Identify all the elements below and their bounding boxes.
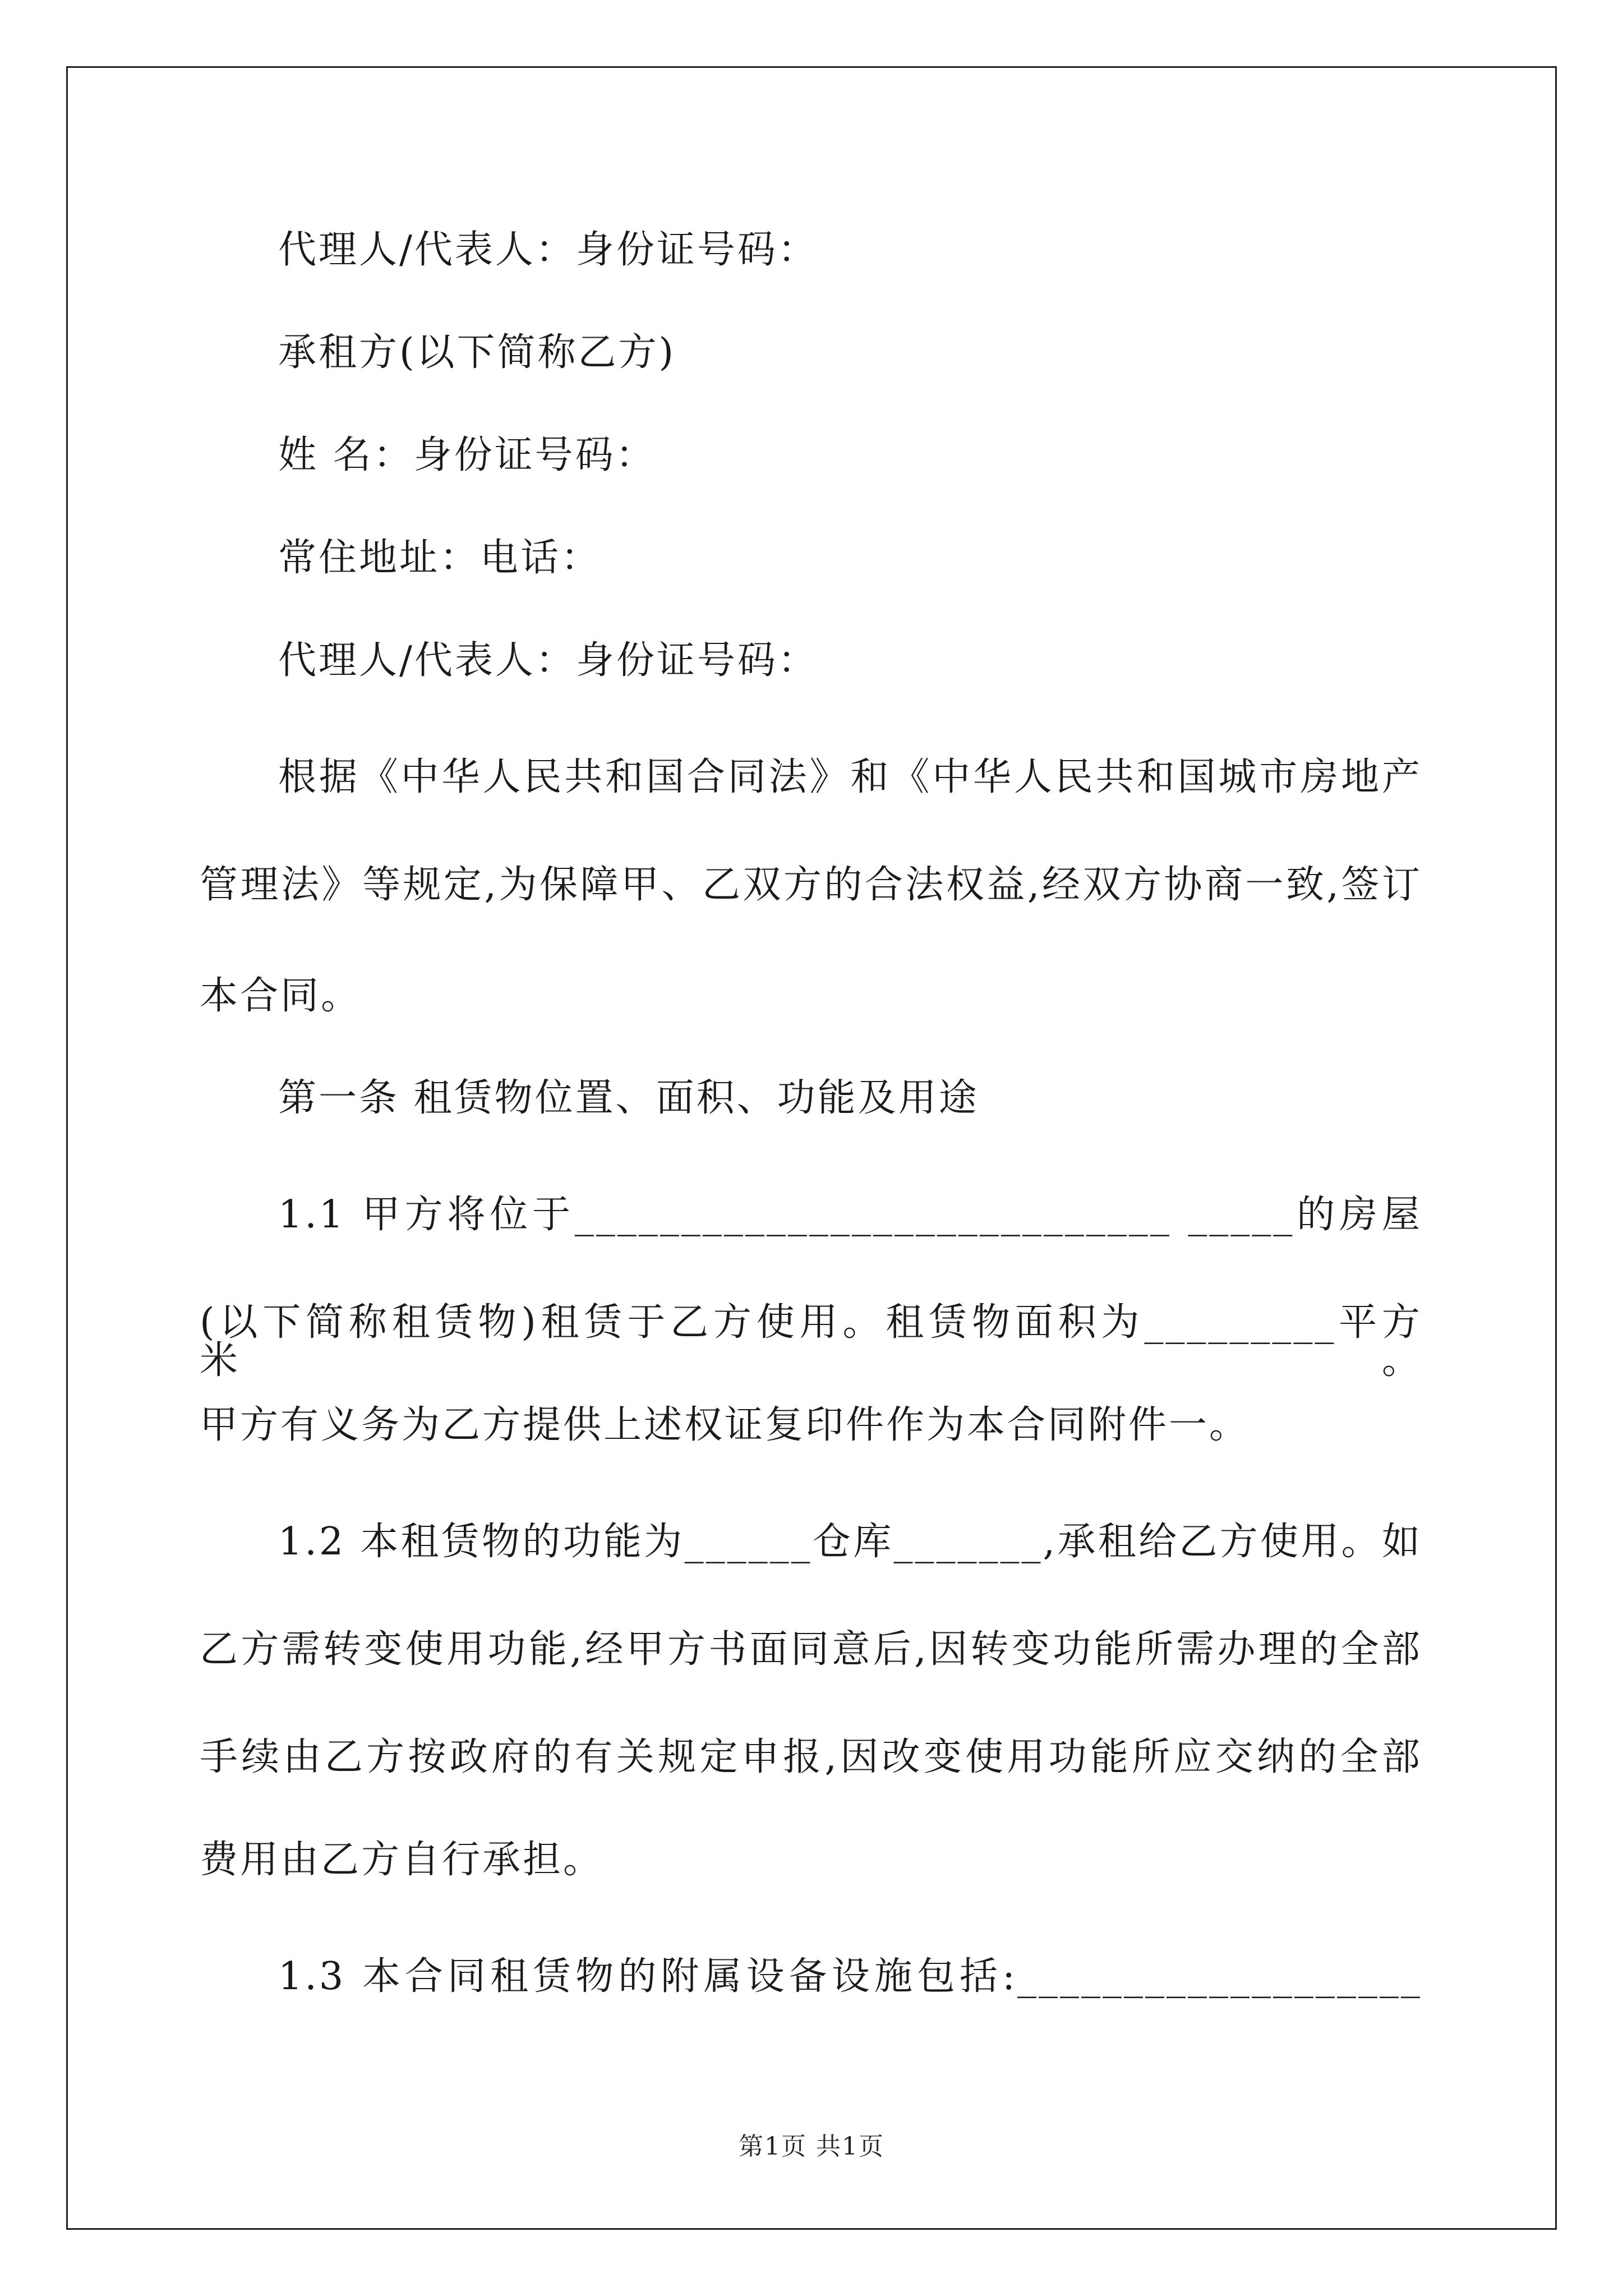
preamble-line-2: 管理法》等规定,为保障甲、乙双方的合法权益,经双方协商一致,签订 [200,863,1422,907]
clause-1-1-line-1: 1.1 甲方将位于____________________________ _____的房屋 [278,1193,1422,1237]
clause-1-3-line-1: 1.3 本合同租赁物的附属设备设施包括:___________________ [278,1954,1422,1999]
name-id-line: 姓 名：身份证号码： [278,433,656,477]
clause-1-2-line-3: 手续由乙方按政府的有关规定申报,因改变使用功能所应交纳的全部 [200,1735,1422,1779]
lessee-heading: 承租方(以下简称乙方) [278,330,676,375]
clause-1-1-line-2: (以下简称租赁物)租赁于乙方使用。租赁物面积为_________平方米。 [200,1300,1422,1383]
agent-line-2: 代理人/代表人：身份证号码： [278,638,818,683]
page-footer: 第1页 共1页 [739,2132,884,2161]
clause-1-2-line-2: 乙方需转变使用功能,经甲方书面同意后,因转变功能所需办理的全部 [200,1627,1422,1672]
preamble-line-3: 本合同。 [200,974,362,1018]
clause-1-1-line-3: 甲方有义务为乙方提供上述权证复印件作为本合同附件一。 [200,1403,1250,1447]
preamble-line-1: 根据《中华人民共和国合同法》和《中华人民共和国城市房地产 [278,755,1422,799]
clause-1-2-line-4: 费用由乙方自行承担。 [200,1838,604,1882]
address-phone-line: 常住地址：电话： [278,536,602,580]
clause-1-2-line-1: 1.2 本租赁物的功能为______仓库_______,承租给乙方使用。如 [278,1520,1422,1564]
article-1-heading: 第一条 租赁物位置、面积、功能及用途 [278,1076,979,1120]
page-border [66,66,1557,2230]
agent-line-1: 代理人/代表人：身份证号码： [278,228,818,272]
